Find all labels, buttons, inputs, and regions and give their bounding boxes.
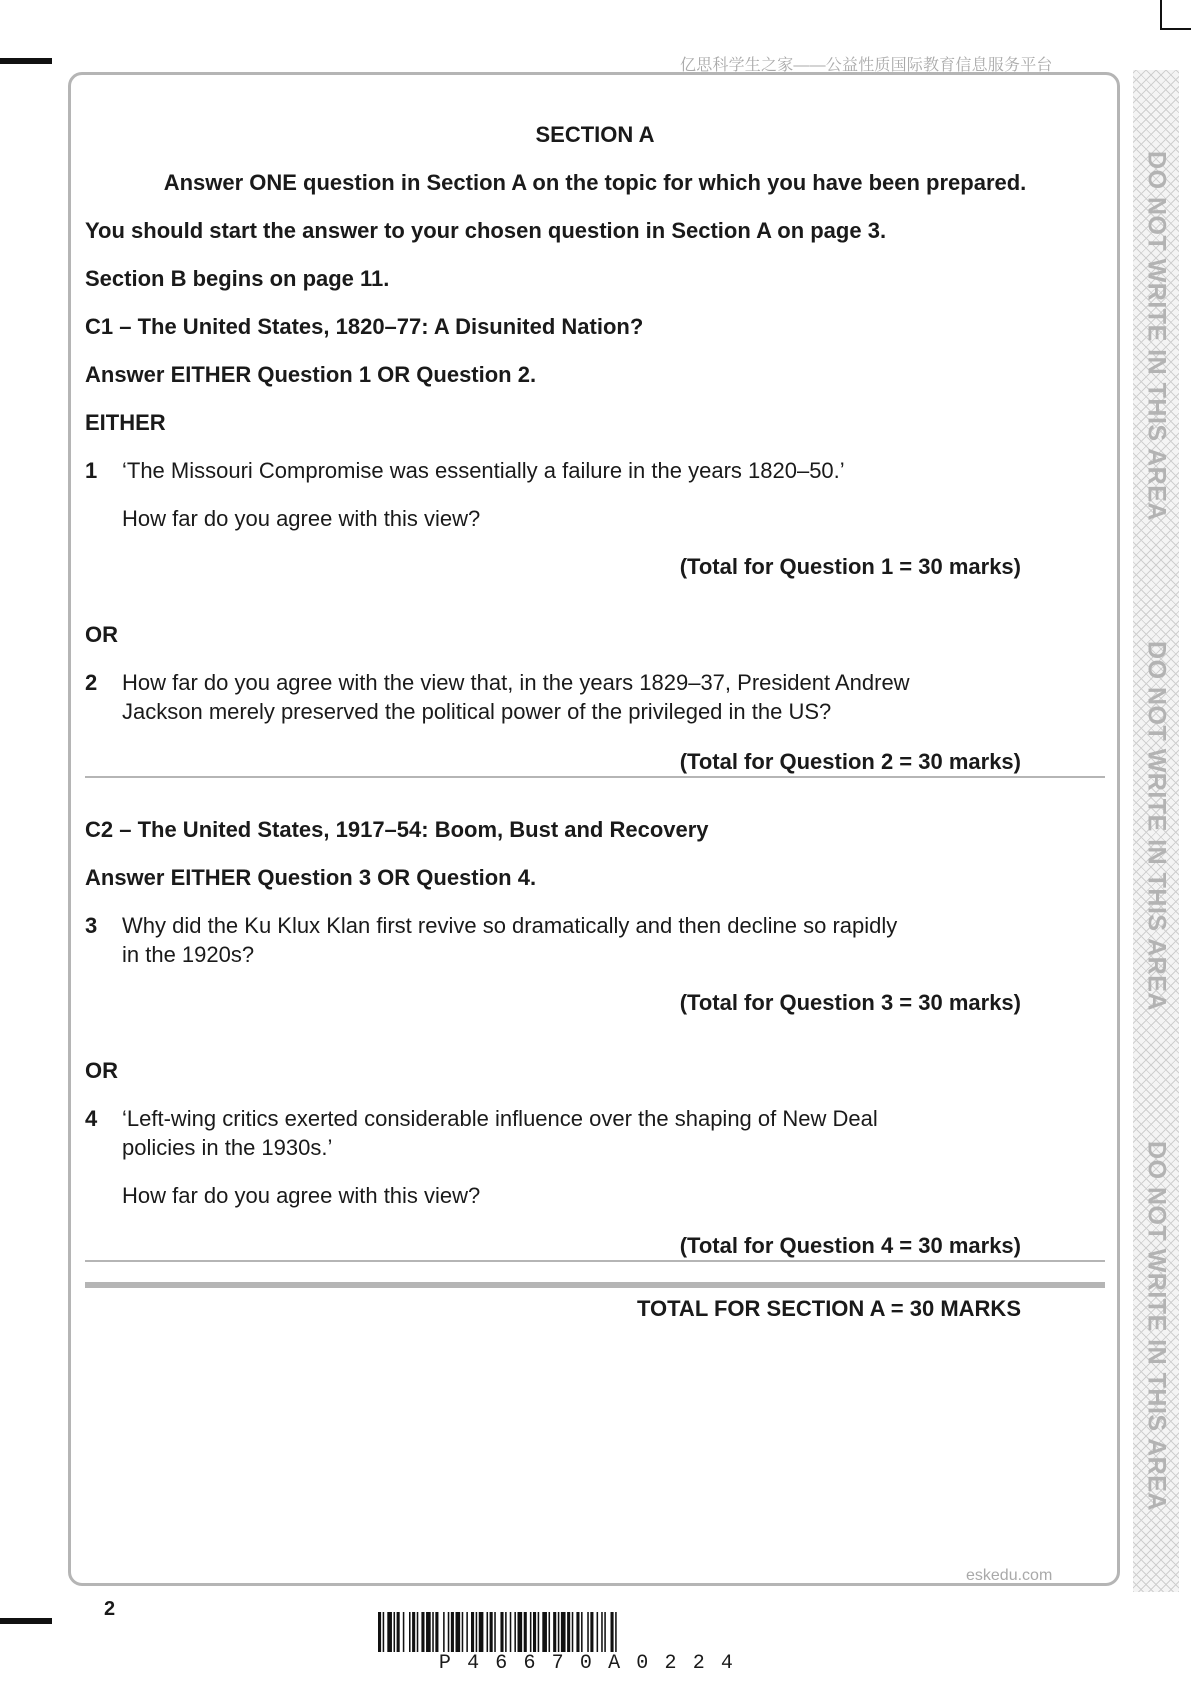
barcode-bar (530, 1612, 532, 1652)
topic-instruction-c1: Answer EITHER Question 1 OR Question 2. (85, 362, 537, 387)
barcode-bar (601, 1612, 603, 1652)
or-label: OR (85, 1058, 118, 1083)
instruction-section-b: Section B begins on page 11. (85, 266, 390, 291)
barcode-bar (435, 1612, 438, 1652)
barcode-bar (421, 1612, 424, 1652)
barcode-bar (466, 1612, 468, 1652)
barcode-bar (590, 1612, 593, 1652)
barcode-bar (383, 1612, 385, 1652)
side-warning-top: DO NOT WRITE IN THIS AREA (1142, 151, 1171, 521)
topic-heading-c2: C2 – The United States, 1917–54: Boom, Bust and Recovery (85, 817, 709, 842)
barcode-bar (553, 1612, 556, 1652)
or-label: OR (85, 622, 118, 647)
either-label: EITHER (85, 410, 166, 435)
question-text: in the 1920s? (122, 942, 255, 967)
question-number: 3 (85, 913, 98, 938)
barcode-bar (494, 1612, 496, 1652)
question-text: ‘The Missouri Compromise was essentially a failure in the years 1820–50.’ (122, 458, 845, 483)
question-text: Why did the Ku Klux Klan first revive so dramatically and then decline so rapidly (122, 913, 898, 938)
barcode-bar (462, 1612, 464, 1652)
barcode-bar (417, 1612, 419, 1652)
question-total: (Total for Question 2 = 30 marks) (679, 749, 1021, 774)
page-number: 2 (104, 1598, 116, 1620)
barcode-bar (538, 1612, 540, 1652)
watermark-bottom: eskedu.com (966, 1567, 1053, 1584)
divider-section-total (85, 1282, 1105, 1288)
barcode-bar (426, 1612, 431, 1652)
question-prompt: How far do you agree with this view? (122, 506, 481, 531)
barcode-bar (490, 1612, 493, 1652)
instruction-answer-one: Answer ONE question in Section A on the topic for which you have been prepared. (163, 170, 1027, 195)
side-warning-middle: DO NOT WRITE IN THIS AREA (1142, 641, 1171, 1011)
barcode-bar (487, 1612, 489, 1652)
barcode-bar (518, 1612, 523, 1652)
barcode-bar (611, 1612, 614, 1652)
side-warning-bottom: DO NOT WRITE IN THIS AREA (1142, 1141, 1171, 1511)
barcode-number: P46670A0224 (438, 1652, 750, 1675)
question-total: (Total for Question 1 = 30 marks) (679, 554, 1021, 579)
question-total: (Total for Question 4 = 30 marks) (679, 1233, 1021, 1258)
question-prompt: How far do you agree with this view? (122, 1183, 481, 1208)
barcode-bar (576, 1612, 579, 1652)
margin-mark-top (0, 58, 52, 64)
barcode-bar (412, 1612, 415, 1652)
question-total: (Total for Question 3 = 30 marks) (679, 990, 1021, 1015)
question-number: 4 (85, 1106, 98, 1131)
section-total: TOTAL FOR SECTION A = 30 MARKS (636, 1296, 1021, 1321)
corner-mark (1160, 28, 1191, 30)
barcode-bar (479, 1612, 484, 1652)
barcode-bar (558, 1612, 560, 1652)
barcode-bar (604, 1612, 606, 1652)
topic-instruction-c2: Answer EITHER Question 3 OR Question 4. (85, 865, 537, 890)
divider-c1-c2 (85, 776, 1105, 778)
barcode-bar (500, 1612, 503, 1652)
barcode-bar (505, 1612, 507, 1652)
barcode-bar (387, 1612, 392, 1652)
barcode-bar (394, 1612, 396, 1652)
barcode-bar (561, 1612, 566, 1652)
barcode-bar (524, 1612, 527, 1652)
question-text: Jackson merely preserved the political power of the privileged in the US? (122, 699, 832, 724)
barcode-bar (587, 1612, 589, 1652)
barcode-bar (476, 1612, 478, 1652)
barcode-bar (615, 1612, 617, 1652)
question-number: 1 (85, 458, 98, 483)
corner-mark (1160, 0, 1162, 30)
question-text: policies in the 1930s.’ (122, 1135, 333, 1160)
barcode-bar (533, 1612, 536, 1652)
barcode-bar (567, 1612, 570, 1652)
instruction-start-page: You should start the answer to your chosen question in Section A on page 3. (85, 218, 887, 243)
barcode-bar (542, 1612, 547, 1652)
barcode-bar (581, 1612, 583, 1652)
barcode-bar (451, 1612, 454, 1652)
barcode-bar (514, 1612, 516, 1652)
barcode-bar (597, 1612, 599, 1652)
divider-q4 (85, 1260, 1105, 1262)
watermark-top: 亿思科学生之家——公益性质国际教育信息服务平台 (680, 57, 1053, 74)
margin-mark-bottom (0, 1618, 52, 1624)
barcode-bar (409, 1612, 411, 1652)
barcode-bar (443, 1612, 445, 1652)
section-title: SECTION A (535, 122, 655, 147)
barcode-bar (448, 1612, 450, 1652)
question-text: How far do you agree with the view that, in the years 1829–37, President Andrew (122, 670, 910, 695)
barcode-bar (378, 1612, 381, 1652)
barcode-bar (397, 1612, 400, 1652)
barcode-bar (403, 1612, 405, 1652)
barcode-bar (471, 1612, 474, 1652)
barcode-bar (432, 1612, 434, 1652)
barcode-bar (456, 1612, 461, 1652)
topic-heading-c1: C1 – The United States, 1820–77: A Disunited Nation? (85, 314, 644, 339)
barcode (378, 1612, 810, 1652)
barcode-bar (549, 1612, 551, 1652)
question-number: 2 (85, 670, 98, 695)
barcode-bar (510, 1612, 512, 1652)
barcode-bar (572, 1612, 574, 1652)
question-text: ‘Left-wing critics exerted considerable influence over the shaping of New Deal (122, 1106, 878, 1131)
